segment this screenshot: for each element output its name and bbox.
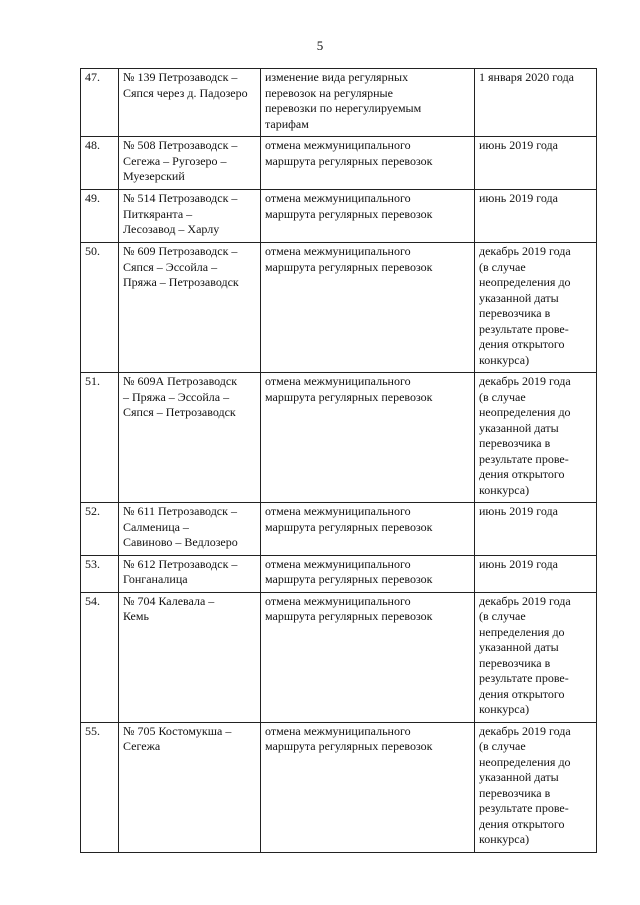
route-cell: № 609А Петрозаводск – Пряжа – Эссойла – Сяпся – Петрозаводск [119, 373, 261, 503]
route-cell: № 611 Петрозаводск – Салменица – Савиново – Ведлозеро [119, 503, 261, 556]
route-cell: № 508 Петрозаводск – Сегежа – Ругозеро – Муезерский [119, 137, 261, 190]
date-cell: июнь 2019 года [475, 137, 597, 190]
date-cell: 1 января 2020 года [475, 69, 597, 137]
table-row [81, 69, 597, 137]
change-cell: отмена межмуниципального маршрута регулярных перевозок [261, 503, 475, 556]
table-row [81, 555, 597, 592]
table-row [81, 503, 597, 556]
date-cell: декабрь 2019 года (в случае неопределения до указанной даты перевозчика в результате прове- дения открытого конкурса) [475, 373, 597, 503]
date-cell: декабрь 2019 года (в случае неопределения до указанной даты перевозчика в результате прове- дения открытого конкурса) [475, 722, 597, 852]
table-row [81, 243, 597, 373]
change-cell: изменение вида регулярных перевозок на регулярные перевозки по нерегулируемым тарифам [261, 69, 475, 137]
row-number: 50. [81, 243, 119, 373]
date-cell: июнь 2019 года [475, 190, 597, 243]
table-row [81, 373, 597, 503]
row-number: 54. [81, 592, 119, 722]
routes-table [80, 68, 597, 853]
row-number: 51. [81, 373, 119, 503]
date-cell: июнь 2019 года [475, 503, 597, 556]
date-cell: декабрь 2019 года (в случае неопределения до указанной даты перевозчика в результате прове- дения открытого конкурса) [475, 243, 597, 373]
table-row [81, 722, 597, 852]
route-cell: № 704 Калевала – Кемь [119, 592, 261, 722]
date-cell: декабрь 2019 года (в случае непределения до указанной даты перевозчика в результате прове- дения открытого конкурса) [475, 592, 597, 722]
row-number: 53. [81, 555, 119, 592]
route-cell: № 609 Петрозаводск – Сяпся – Эссойла – Пряжа – Петрозаводск [119, 243, 261, 373]
table-row [81, 592, 597, 722]
row-number: 52. [81, 503, 119, 556]
page-number: 5 [316, 38, 324, 53]
change-cell: отмена межмуниципального маршрута регулярных перевозок [261, 190, 475, 243]
route-cell: № 705 Костомукша – Сегежа [119, 722, 261, 852]
row-number: 55. [81, 722, 119, 852]
route-cell: № 139 Петрозаводск – Сяпся через д. Падозеро [119, 69, 261, 137]
row-number: 49. [81, 190, 119, 243]
change-cell: отмена межмуниципального маршрута регулярных перевозок [261, 555, 475, 592]
row-number: 47. [81, 69, 119, 137]
change-cell: отмена межмуниципального маршрута регулярных перевозок [261, 592, 475, 722]
route-cell: № 514 Петрозаводск – Питкяранта – Лесозавод – Харлу [119, 190, 261, 243]
change-cell: отмена межмуниципального маршрута регулярных перевозок [261, 243, 475, 373]
route-cell: № 612 Петрозаводск – Гонганалица [119, 555, 261, 592]
change-cell: отмена межмуниципального маршрута регулярных перевозок [261, 722, 475, 852]
change-cell: отмена межмуниципального маршрута регулярных перевозок [261, 137, 475, 190]
table-row [81, 190, 597, 243]
table-row [81, 137, 597, 190]
change-cell: отмена межмуниципального маршрута регулярных перевозок [261, 373, 475, 503]
row-number: 48. [81, 137, 119, 190]
date-cell: июнь 2019 года [475, 555, 597, 592]
